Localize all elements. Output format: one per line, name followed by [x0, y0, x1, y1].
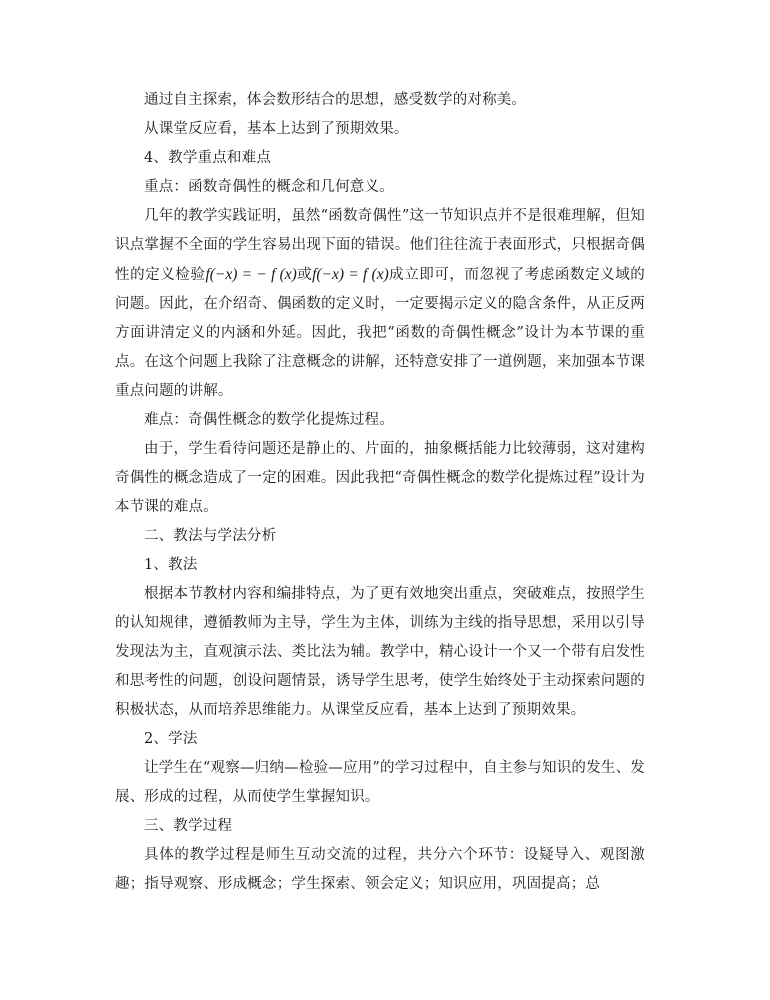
- paragraph: 从课堂反应看，基本上达到了预期效果。: [144, 121, 409, 137]
- section-heading: 二、教法与学法分析: [144, 528, 277, 544]
- document-body: [115, 86, 645, 899]
- paragraph-with-formula: [115, 202, 645, 406]
- paragraph: 根据本节教材内容和编排特点，为了更有效地突出重点，突破难点，按照学生的认知规律，遵循教师为主导，学生为主体，训练为主线的指导思想，采用以引导发现法为主，直观演示法、类比法为辅。教学中，精心设计一个又一个带有启发性和思考性的问题，创设问题情景，诱导学生思考，使学生始终处于主动探索问题的积极状态，从而培养思维能力。从课堂反应看，基本上达到了预期效果。: [115, 586, 645, 718]
- paragraph: 具体的教学过程是师生互动交流的过程，共分六个环节：设疑导入、观图激趣；指导观察、形成概念；学生探索、领会定义；知识应用，巩固提高；总: [115, 847, 645, 892]
- section-heading: 三、教学过程: [144, 818, 233, 834]
- subsection-heading: 2、学法: [144, 731, 198, 747]
- paragraph: 由于，学生看待问题还是静止的、片面的，抽象概括能力比较薄弱，这对建构奇偶性的概念造成了一定的困难。因此我把“奇偶性概念的数学化提炼过程”设计为本节课的难点。: [115, 441, 645, 515]
- section-heading: 4、教学重点和难点: [144, 150, 272, 166]
- paragraph-text: 几年的教学实践证明，虽然“函数奇偶性”这一节知识点并不是很难理解，但知识点掌握不全面的学生容易出现下面的错误。他们往往流于表面形式，只根据奇偶性的定义检验: [115, 208, 645, 283]
- subsection-heading: 1、教法: [144, 557, 198, 573]
- formula-even: f(−x) = f (x): [312, 266, 389, 283]
- formula: [205, 266, 388, 283]
- paragraph: 让学生在“观察—归纳—检验—应用”的学习过程中，自主参与知识的发生、发展、形成的过程，从而使学生掌握知识。: [115, 760, 645, 805]
- formula-odd: f(−x) = − f (x): [205, 266, 297, 283]
- formula-or: 或: [296, 267, 313, 283]
- key-point-paragraph: 重点：函数奇偶性的概念和几何意义。: [144, 179, 394, 195]
- paragraph-text: 成立即可，而忽视了考虑函数定义域的问题。因此，在介绍奇、偶函数的定义时，一定要揭示定义的隐含条件，从正反两方面讲清定义的内涵和外延。因此，我把“函数的奇偶性概念”设计为本节课的重点。在这个问题上我除了注意概念的讲解，还特意安排了一道例题，来加强本节课重点问题的讲解。: [115, 267, 645, 399]
- difficulty-paragraph: 难点：奇偶性概念的数学化提炼过程。: [144, 412, 394, 428]
- paragraph: 通过自主探索，体会数形结合的思想，感受数学的对称美。: [144, 92, 527, 108]
